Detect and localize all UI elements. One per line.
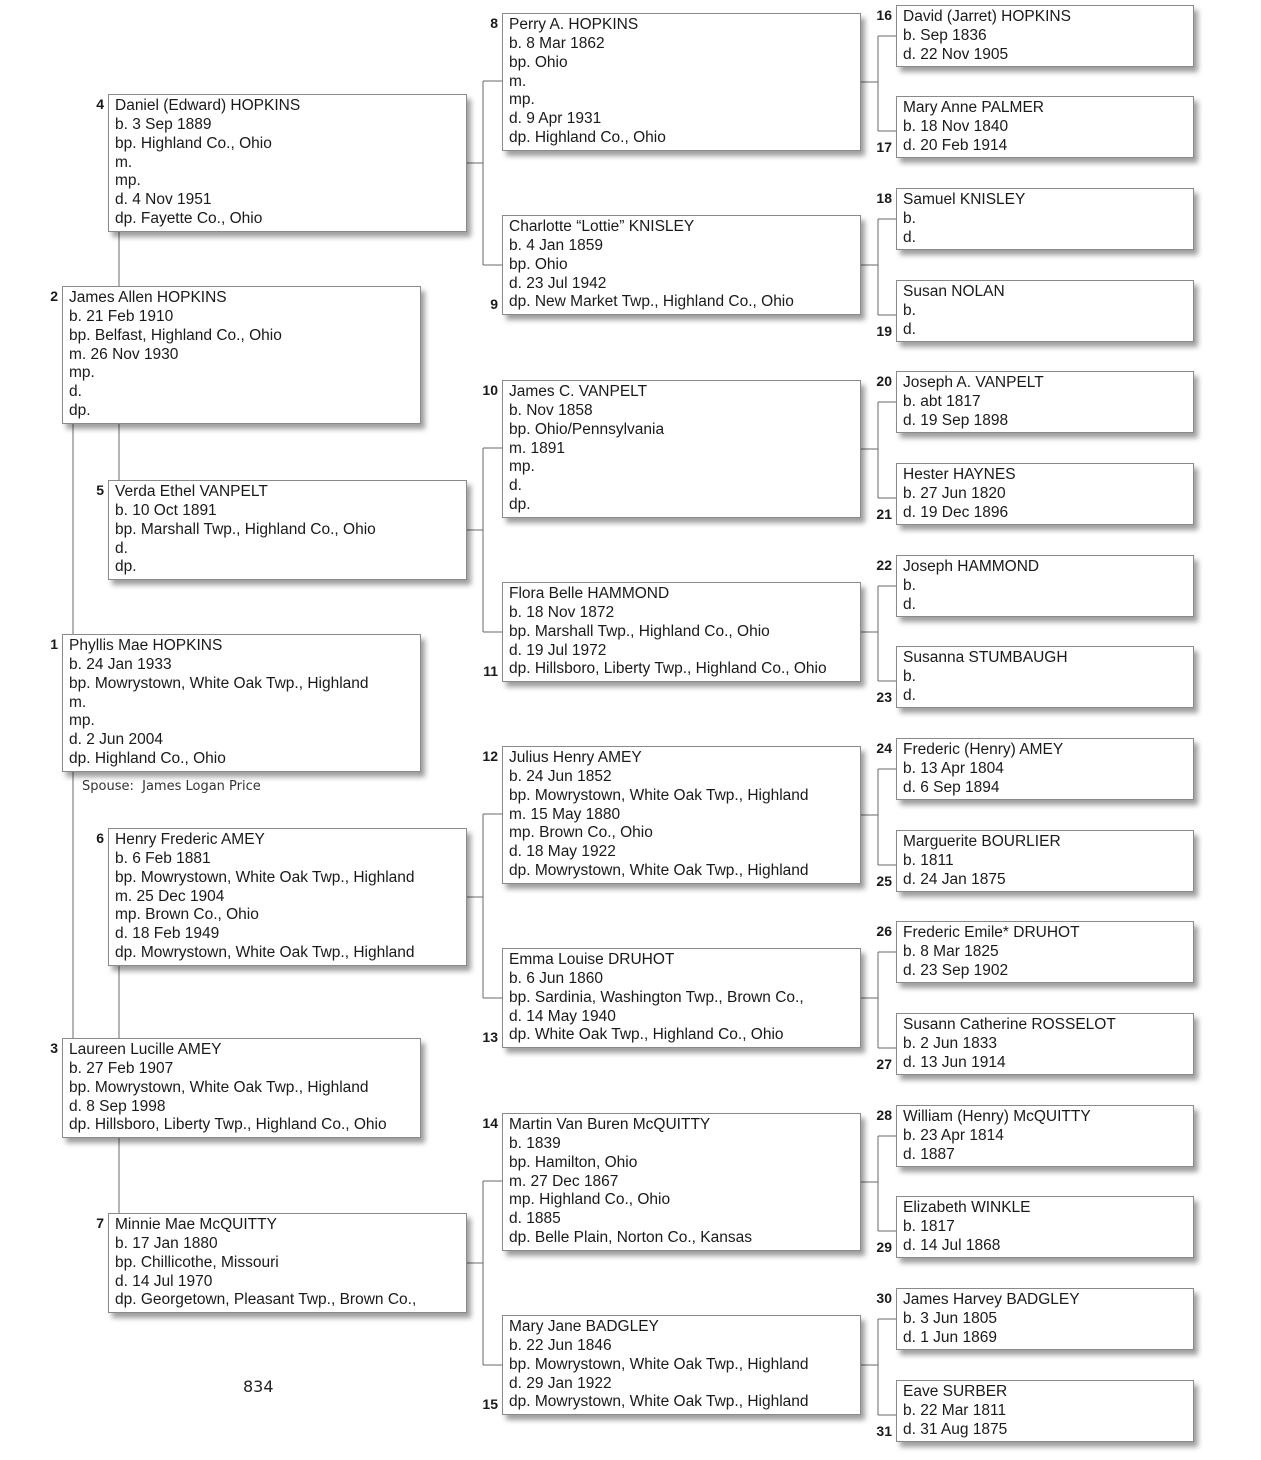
person-box-7 xyxy=(108,1213,467,1313)
person-detail: b. 13 Apr 1804 xyxy=(903,760,1004,777)
person-detail: d. 19 Dec 1896 xyxy=(903,503,1009,521)
person-detail: mp. xyxy=(509,458,535,476)
person-name: Laureen Lucille AMEY xyxy=(69,1041,222,1058)
person-name: Joseph HAMMOND xyxy=(903,558,1040,575)
person-name: James C. VANPELT xyxy=(509,383,648,400)
person-detail: d. xyxy=(69,383,82,401)
person-box-24 xyxy=(896,738,1194,800)
person-detail: bp. Sardinia, Washington Twp., Brown Co., xyxy=(509,988,804,1006)
person-detail: dp. White Oak Twp., Highland Co., Ohio xyxy=(509,1026,784,1044)
person-name: Henry Frederic AMEY xyxy=(115,831,265,848)
spouse-name: James Logan Price xyxy=(142,779,261,794)
person-detail: d. 23 Jul 1942 xyxy=(509,274,607,292)
person-detail: d. 14 Jul 1868 xyxy=(903,1236,1001,1254)
person-box-5 xyxy=(108,480,467,580)
person-detail: m. 27 Dec 1867 xyxy=(509,1172,619,1190)
person-number-21: 21 xyxy=(876,506,892,522)
person-detail: dp. Belle Plain, Norton Co., Kansas xyxy=(509,1228,752,1246)
person-detail: bp. Hamilton, Ohio xyxy=(509,1153,638,1171)
person-detail: b. 8 Mar 1825 xyxy=(903,943,999,960)
person-detail: b. xyxy=(903,302,916,319)
person-number-7: 7 xyxy=(96,1215,104,1231)
person-detail: bp. Belfast, Highland Co., Ohio xyxy=(69,326,282,344)
person-detail: dp. Highland Co., Ohio xyxy=(69,749,226,767)
person-detail: b. Sep 1836 xyxy=(903,27,987,44)
person-detail: dp. xyxy=(115,558,137,576)
person-detail: dp. Mowrystown, White Oak Twp., Highland xyxy=(509,1393,809,1411)
person-name: Julius Henry AMEY xyxy=(509,749,642,766)
person-box-27 xyxy=(896,1013,1194,1075)
person-detail: d. 2 Jun 2004 xyxy=(69,731,163,749)
person-box-20 xyxy=(896,371,1194,433)
person-detail: mp. Brown Co., Ohio xyxy=(115,906,259,924)
person-box-30 xyxy=(896,1288,1194,1350)
person-number-18: 18 xyxy=(876,190,892,206)
person-detail: d. 23 Sep 1902 xyxy=(903,961,1009,979)
person-number-3: 3 xyxy=(50,1040,58,1056)
person-detail: b. 18 Nov 1872 xyxy=(509,604,615,621)
person-detail: d. 29 Jan 1922 xyxy=(509,1374,612,1392)
person-box-3 xyxy=(62,1038,421,1138)
person-detail: d. 1 Jun 1869 xyxy=(903,1328,997,1346)
person-detail: d. xyxy=(903,228,916,246)
person-box-21 xyxy=(896,463,1194,525)
person-detail: d. 18 Feb 1949 xyxy=(115,925,220,943)
person-detail: dp. xyxy=(509,495,531,513)
person-detail: b. 18 Nov 1840 xyxy=(903,118,1009,135)
person-box-31 xyxy=(896,1380,1194,1442)
person-name: Samuel KNISLEY xyxy=(903,191,1026,208)
person-detail: b. 21 Feb 1910 xyxy=(69,308,174,325)
person-detail: b. 1811 xyxy=(903,852,954,869)
person-name: Minnie Mae McQUITTY xyxy=(115,1216,277,1233)
person-detail: m. xyxy=(509,72,527,90)
person-detail: d. 20 Feb 1914 xyxy=(903,136,1008,154)
person-detail: dp. Fayette Co., Ohio xyxy=(115,209,263,227)
person-box-10 xyxy=(502,380,861,518)
person-name: Frederic (Henry) AMEY xyxy=(903,741,1064,758)
person-detail: m. 26 Nov 1930 xyxy=(69,345,179,363)
person-box-14 xyxy=(502,1113,861,1251)
person-number-27: 27 xyxy=(876,1056,892,1072)
person-number-24: 24 xyxy=(876,740,892,756)
person-number-31: 31 xyxy=(876,1423,892,1439)
person-box-29 xyxy=(896,1196,1194,1258)
person-number-10: 10 xyxy=(482,382,498,398)
person-box-23 xyxy=(896,646,1194,708)
person-box-2 xyxy=(62,286,421,424)
person-detail: dp. New Market Twp., Highland Co., Ohio xyxy=(509,293,794,311)
person-name: Verda Ethel VANPELT xyxy=(115,483,268,500)
person-number-1: 1 xyxy=(50,636,58,652)
person-detail: b. 6 Feb 1881 xyxy=(115,850,211,867)
person-detail: b. xyxy=(903,210,916,227)
person-detail: d. 24 Jan 1875 xyxy=(903,870,1006,888)
person-detail: bp. Ohio xyxy=(509,53,568,71)
person-number-9: 9 xyxy=(490,296,498,312)
spouse-note xyxy=(82,779,261,794)
person-detail: d. 22 Nov 1905 xyxy=(903,45,1009,63)
person-box-12 xyxy=(502,746,861,884)
person-detail: b. 22 Mar 1811 xyxy=(903,1402,1007,1419)
person-name: Mary Jane BADGLEY xyxy=(509,1318,659,1335)
person-box-1 xyxy=(62,634,421,772)
person-name: Emma Louise DRUHOT xyxy=(509,951,675,968)
person-name: Marguerite BOURLIER xyxy=(903,833,1061,850)
person-detail: b. 23 Apr 1814 xyxy=(903,1127,1004,1144)
person-box-9 xyxy=(502,215,861,315)
person-detail: d. 19 Jul 1972 xyxy=(509,641,607,659)
person-name: Phyllis Mae HOPKINS xyxy=(69,637,223,654)
person-detail: dp. Hillsboro, Liberty Twp., Highland Co., Ohio xyxy=(509,660,827,678)
person-box-19 xyxy=(896,280,1194,342)
person-detail: bp. Mowrystown, White Oak Twp., Highland xyxy=(509,786,809,804)
person-number-29: 29 xyxy=(876,1239,892,1255)
page-number: 834 xyxy=(243,1377,274,1396)
person-detail: mp. xyxy=(115,172,141,190)
person-detail: mp. Brown Co., Ohio xyxy=(509,824,653,842)
person-number-5: 5 xyxy=(96,482,104,498)
person-detail: m. xyxy=(115,153,133,171)
person-name: William (Henry) McQUITTY xyxy=(903,1108,1091,1125)
person-box-16 xyxy=(896,5,1194,67)
person-detail: b. 27 Feb 1907 xyxy=(69,1060,174,1077)
person-detail: b. 22 Jun 1846 xyxy=(509,1337,612,1354)
person-detail: d. 1885 xyxy=(509,1210,561,1228)
person-name: James Harvey BADGLEY xyxy=(903,1291,1080,1308)
person-box-26 xyxy=(896,921,1194,983)
person-detail: b. 1839 xyxy=(509,1135,561,1152)
person-detail: bp. Ohio/Pennsylvania xyxy=(509,420,665,438)
person-detail: d. 13 Jun 1914 xyxy=(903,1053,1006,1071)
person-detail: b. xyxy=(903,668,916,685)
person-box-6 xyxy=(108,828,467,966)
person-number-30: 30 xyxy=(876,1290,892,1306)
person-detail: bp. Highland Co., Ohio xyxy=(115,134,272,152)
person-box-11 xyxy=(502,582,861,682)
person-detail: b. 8 Mar 1862 xyxy=(509,35,605,52)
person-name: Frederic Emile* DRUHOT xyxy=(903,924,1080,941)
person-name: Daniel (Edward) HOPKINS xyxy=(115,97,301,114)
person-detail: d. 31 Aug 1875 xyxy=(903,1420,1008,1438)
person-detail: d. 6 Sep 1894 xyxy=(903,778,1000,796)
person-detail: d. 1887 xyxy=(903,1145,955,1163)
person-box-28 xyxy=(896,1105,1194,1167)
person-number-28: 28 xyxy=(876,1107,892,1123)
person-number-8: 8 xyxy=(490,15,498,31)
person-number-23: 23 xyxy=(876,689,892,705)
person-detail: bp. Mowrystown, White Oak Twp., Highland xyxy=(69,674,369,692)
person-detail: d. xyxy=(903,320,916,338)
person-detail: b. 17 Jan 1880 xyxy=(115,1235,218,1252)
person-number-16: 16 xyxy=(876,7,892,23)
person-detail: mp. xyxy=(509,91,535,109)
person-name: James Allen HOPKINS xyxy=(69,289,227,306)
person-number-22: 22 xyxy=(876,557,892,573)
person-detail: d. 4 Nov 1951 xyxy=(115,191,212,209)
person-detail: b. 6 Jun 1860 xyxy=(509,970,603,987)
person-name: Charlotte “Lottie” KNISLEY xyxy=(509,218,695,235)
person-detail: d. xyxy=(903,686,916,704)
person-number-4: 4 xyxy=(96,96,104,112)
person-box-13 xyxy=(502,948,861,1048)
person-name: Eave SURBER xyxy=(903,1383,1008,1400)
person-detail: b. abt 1817 xyxy=(903,393,981,410)
person-number-14: 14 xyxy=(482,1115,498,1131)
person-detail: bp. Mowrystown, White Oak Twp., Highland xyxy=(69,1078,369,1096)
person-number-26: 26 xyxy=(876,923,892,939)
person-detail: bp. Ohio xyxy=(509,255,568,273)
person-detail: mp. xyxy=(69,712,95,730)
person-detail: b. 2 Jun 1833 xyxy=(903,1035,997,1052)
person-box-8 xyxy=(502,13,861,151)
person-detail: d. xyxy=(903,595,916,613)
person-detail: d. 18 May 1922 xyxy=(509,843,616,861)
person-box-25 xyxy=(896,830,1194,892)
person-detail: d. xyxy=(115,539,128,557)
person-detail: d. 19 Sep 1898 xyxy=(903,411,1009,429)
person-detail: m. 15 May 1880 xyxy=(509,805,621,823)
person-name: Susann Catherine ROSSELOT xyxy=(903,1016,1116,1033)
person-detail: b. 24 Jan 1933 xyxy=(69,656,172,673)
person-detail: b. xyxy=(903,577,916,594)
person-detail: b. 4 Jan 1859 xyxy=(509,237,603,254)
person-number-20: 20 xyxy=(876,373,892,389)
person-detail: b. 3 Jun 1805 xyxy=(903,1310,997,1327)
person-number-15: 15 xyxy=(482,1396,498,1412)
person-detail: mp. Highland Co., Ohio xyxy=(509,1191,671,1209)
person-detail: dp. Georgetown, Pleasant Twp., Brown Co., xyxy=(115,1291,417,1309)
person-detail: b. 24 Jun 1852 xyxy=(509,768,612,785)
person-detail: m. 1891 xyxy=(509,439,566,457)
person-detail: d. xyxy=(509,477,522,495)
person-number-2: 2 xyxy=(50,288,58,304)
person-detail: bp. Marshall Twp., Highland Co., Ohio xyxy=(115,520,376,538)
person-number-17: 17 xyxy=(876,139,892,155)
person-detail: d. 9 Apr 1931 xyxy=(509,110,602,128)
person-detail: b. 27 Jun 1820 xyxy=(903,485,1006,502)
person-detail: bp. Marshall Twp., Highland Co., Ohio xyxy=(509,622,770,640)
person-number-25: 25 xyxy=(876,873,892,889)
person-number-13: 13 xyxy=(482,1029,498,1045)
person-name: Perry A. HOPKINS xyxy=(509,16,639,33)
person-name: Hester HAYNES xyxy=(903,466,1016,483)
person-detail: dp. Mowrystown, White Oak Twp., Highland xyxy=(115,943,415,961)
person-name: Flora Belle HAMMOND xyxy=(509,585,670,602)
person-detail: bp. Mowrystown, White Oak Twp., Highland xyxy=(509,1355,809,1373)
person-number-12: 12 xyxy=(482,748,498,764)
person-name: Mary Anne PALMER xyxy=(903,99,1044,116)
person-detail: b. 3 Sep 1889 xyxy=(115,116,212,133)
person-box-22 xyxy=(896,555,1194,617)
person-detail: dp. Mowrystown, White Oak Twp., Highland xyxy=(509,861,809,879)
person-detail: dp. xyxy=(69,401,91,419)
person-detail: mp. xyxy=(69,364,95,382)
person-detail: bp. Chillicothe, Missouri xyxy=(115,1253,279,1271)
person-detail: d. 8 Sep 1998 xyxy=(69,1097,166,1115)
person-detail: m. 25 Dec 1904 xyxy=(115,887,225,905)
person-name: Susan NOLAN xyxy=(903,283,1005,300)
person-box-4 xyxy=(108,94,467,232)
person-box-17 xyxy=(896,96,1194,158)
person-name: Elizabeth WINKLE xyxy=(903,1199,1031,1216)
person-detail: b. 10 Oct 1891 xyxy=(115,502,217,519)
person-detail: m. xyxy=(69,693,87,711)
person-detail: d. 14 May 1940 xyxy=(509,1007,616,1025)
spouse-label: Spouse: xyxy=(82,779,134,794)
person-number-11: 11 xyxy=(483,663,498,679)
person-box-18 xyxy=(896,188,1194,250)
person-detail: b. Nov 1858 xyxy=(509,402,593,419)
person-name: Susanna STUMBAUGH xyxy=(903,649,1068,666)
person-detail: d. 14 Jul 1970 xyxy=(115,1272,213,1290)
person-number-6: 6 xyxy=(96,830,104,846)
person-detail: b. 1817 xyxy=(903,1218,955,1235)
person-name: David (Jarret) HOPKINS xyxy=(903,8,1071,25)
person-box-15 xyxy=(502,1315,861,1415)
person-name: Martin Van Buren McQUITTY xyxy=(509,1116,711,1133)
person-detail: dp. Highland Co., Ohio xyxy=(509,128,666,146)
person-name: Joseph A. VANPELT xyxy=(903,374,1044,391)
person-number-19: 19 xyxy=(876,323,892,339)
person-detail: bp. Mowrystown, White Oak Twp., Highland xyxy=(115,868,415,886)
person-detail: dp. Hillsboro, Liberty Twp., Highland Co., Ohio xyxy=(69,1116,387,1134)
